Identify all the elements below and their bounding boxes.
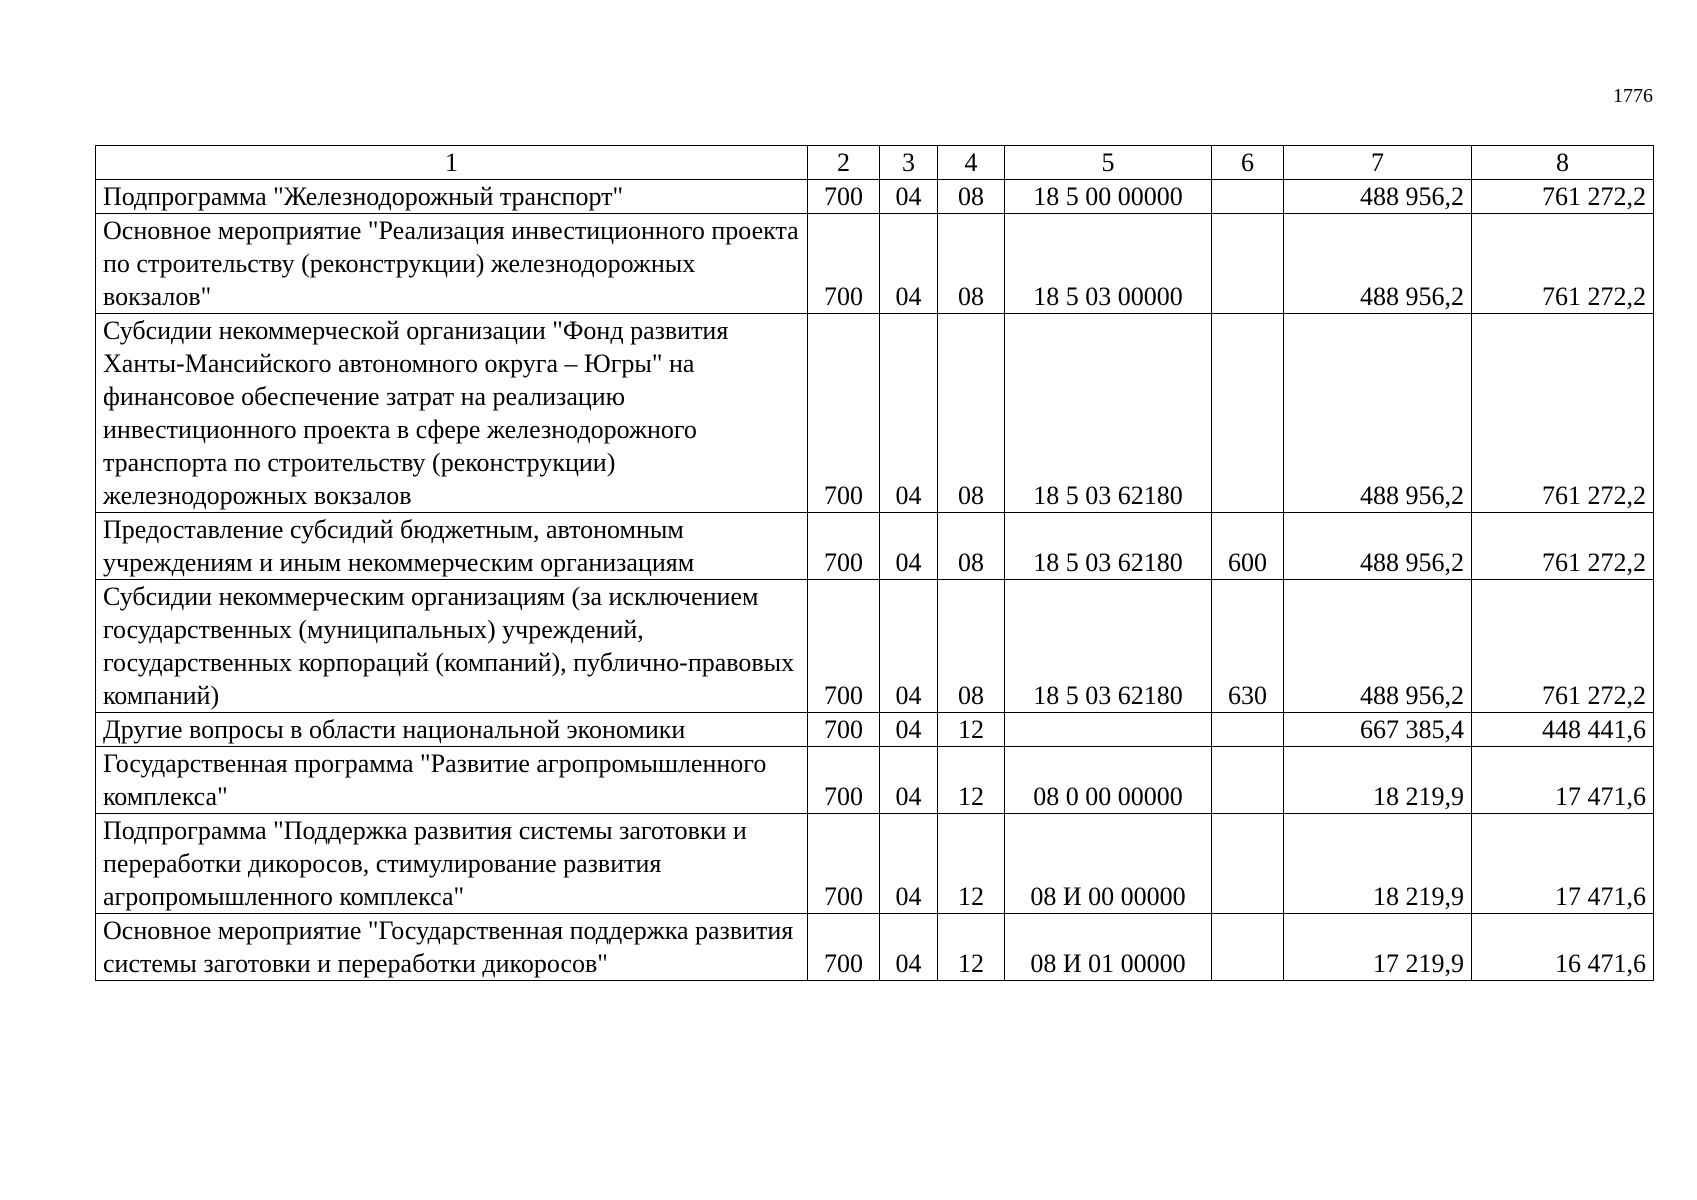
table-row — [96, 580, 1654, 713]
cell-amount-col7: 488 956,2 — [1284, 513, 1472, 580]
cell-target-article: 08 И 01 00000 — [1005, 914, 1212, 981]
cell-amount-col7: 488 956,2 — [1284, 580, 1472, 713]
cell-amount-col8: 17 471,6 — [1472, 747, 1654, 814]
row-name: Основное мероприятие "Реализация инвестиционного проекта по строительству (реконструкции) железнодорожных вокзалов" — [96, 214, 808, 314]
cell-section: 04 — [880, 914, 938, 981]
cell-admin-code: 700 — [808, 713, 880, 747]
cell-section: 04 — [880, 214, 938, 314]
cell-expense-type: 600 — [1212, 513, 1284, 580]
cell-section: 04 — [880, 513, 938, 580]
cell-expense-type — [1212, 747, 1284, 814]
cell-expense-type: 630 — [1212, 580, 1284, 713]
cell-amount-col8: 17 471,6 — [1472, 814, 1654, 914]
cell-admin-code: 700 — [808, 314, 880, 513]
table-row — [96, 180, 1654, 214]
row-name: Субсидии некоммерческим организациям (за исключением государственных (муниципальных) учреждений, государственных корпораций (компаний), публично-правовых компаний) — [96, 580, 808, 713]
cell-amount-col8: 761 272,2 — [1472, 214, 1654, 314]
cell-amount-col7: 667 385,4 — [1284, 713, 1472, 747]
cell-expense-type — [1212, 713, 1284, 747]
row-name: Другие вопросы в области национальной экономики — [96, 713, 808, 747]
cell-subsection: 12 — [938, 713, 1005, 747]
cell-admin-code: 700 — [808, 180, 880, 214]
column-header: 5 — [1005, 146, 1212, 180]
table-row — [96, 814, 1654, 914]
row-name: Подпрограмма "Железнодорожный транспорт" — [96, 180, 808, 214]
cell-amount-col8: 761 272,2 — [1472, 180, 1654, 214]
table-row — [96, 747, 1654, 814]
cell-admin-code: 700 — [808, 747, 880, 814]
row-name: Предоставление субсидий бюджетным, автономным учреждениям и иным некоммерческим организациям — [96, 513, 808, 580]
cell-expense-type — [1212, 314, 1284, 513]
cell-admin-code: 700 — [808, 513, 880, 580]
column-number-row — [96, 146, 1654, 180]
cell-section: 04 — [880, 814, 938, 914]
cell-amount-col8: 761 272,2 — [1472, 314, 1654, 513]
cell-section: 04 — [880, 747, 938, 814]
cell-amount-col8: 16 471,6 — [1472, 914, 1654, 981]
cell-amount-col7: 488 956,2 — [1284, 214, 1472, 314]
column-header: 3 — [880, 146, 938, 180]
row-name: Субсидии некоммерческой организации "Фонд развития Ханты-Мансийского автономного округа – Югры" на финансовое обеспечение затрат на реализацию инвестиционного проекта в сфере железнодорожного транспорта по строительству (реконструкции) железнодорожных вокзалов — [96, 314, 808, 513]
cell-section: 04 — [880, 580, 938, 713]
table-row — [96, 314, 1654, 513]
budget-table — [95, 145, 1654, 981]
cell-subsection: 08 — [938, 314, 1005, 513]
cell-amount-col7: 18 219,9 — [1284, 747, 1472, 814]
row-name: Подпрограмма "Поддержка развития системы заготовки и переработки дикоросов, стимулирование развития агропромышленного комплекса" — [96, 814, 808, 914]
row-name: Основное мероприятие "Государственная поддержка развития системы заготовки и переработки дикоросов" — [96, 914, 808, 981]
cell-expense-type — [1212, 214, 1284, 314]
page-number: 1776 — [1613, 85, 1653, 107]
cell-expense-type — [1212, 814, 1284, 914]
cell-amount-col7: 488 956,2 — [1284, 180, 1472, 214]
cell-amount-col8: 761 272,2 — [1472, 513, 1654, 580]
cell-subsection: 08 — [938, 513, 1005, 580]
cell-amount-col7: 488 956,2 — [1284, 314, 1472, 513]
cell-subsection: 08 — [938, 180, 1005, 214]
cell-subsection: 08 — [938, 214, 1005, 314]
cell-expense-type — [1212, 180, 1284, 214]
cell-target-article: 18 5 03 62180 — [1005, 513, 1212, 580]
table-row — [96, 914, 1654, 981]
cell-admin-code: 700 — [808, 580, 880, 713]
cell-subsection: 12 — [938, 814, 1005, 914]
cell-target-article — [1005, 713, 1212, 747]
cell-amount-col7: 18 219,9 — [1284, 814, 1472, 914]
cell-subsection: 12 — [938, 747, 1005, 814]
cell-admin-code: 700 — [808, 914, 880, 981]
cell-target-article: 18 5 03 62180 — [1005, 580, 1212, 713]
column-header: 6 — [1212, 146, 1284, 180]
cell-admin-code: 700 — [808, 214, 880, 314]
row-name: Государственная программа "Развитие агропромышленного комплекса" — [96, 747, 808, 814]
cell-expense-type — [1212, 914, 1284, 981]
column-header: 1 — [96, 146, 808, 180]
cell-section: 04 — [880, 713, 938, 747]
table-row — [96, 713, 1654, 747]
cell-subsection: 08 — [938, 580, 1005, 713]
table-body — [96, 146, 1654, 981]
cell-amount-col8: 448 441,6 — [1472, 713, 1654, 747]
table-row — [96, 214, 1654, 314]
cell-subsection: 12 — [938, 914, 1005, 981]
cell-target-article: 08 0 00 00000 — [1005, 747, 1212, 814]
column-header: 7 — [1284, 146, 1472, 180]
cell-admin-code: 700 — [808, 814, 880, 914]
cell-target-article: 18 5 03 00000 — [1005, 214, 1212, 314]
cell-target-article: 18 5 00 00000 — [1005, 180, 1212, 214]
cell-target-article: 08 И 00 00000 — [1005, 814, 1212, 914]
cell-section: 04 — [880, 314, 938, 513]
cell-amount-col8: 761 272,2 — [1472, 580, 1654, 713]
column-header: 4 — [938, 146, 1005, 180]
cell-amount-col7: 17 219,9 — [1284, 914, 1472, 981]
column-header: 8 — [1472, 146, 1654, 180]
cell-section: 04 — [880, 180, 938, 214]
table-row — [96, 513, 1654, 580]
cell-target-article: 18 5 03 62180 — [1005, 314, 1212, 513]
column-header: 2 — [808, 146, 880, 180]
